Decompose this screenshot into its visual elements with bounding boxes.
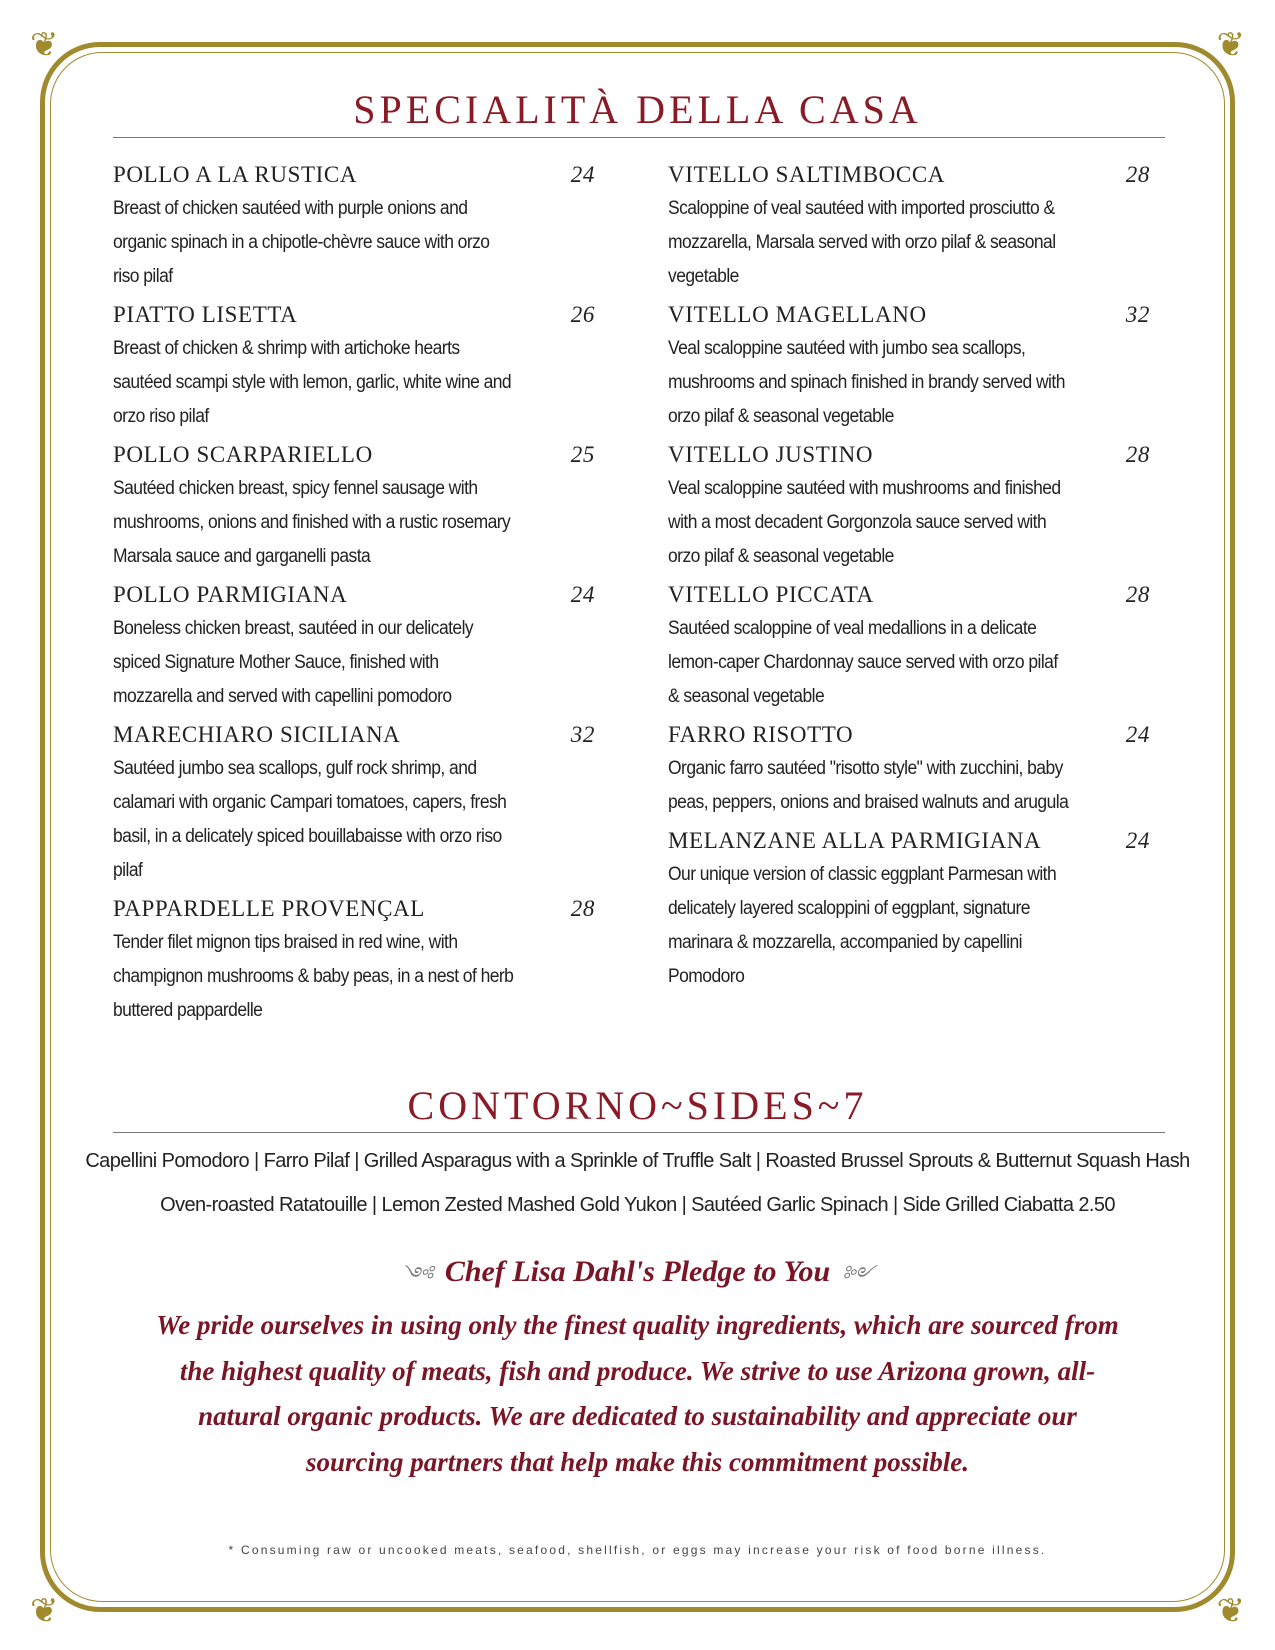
item-price: 25 (570, 442, 595, 467)
floral-ornament-icon: ❦ (1216, 26, 1245, 64)
item-name: VITELLO PICCATA (668, 582, 874, 607)
divider (113, 1132, 1165, 1133)
section-title-specialita: SPECIALITÀ DELLA CASA (353, 87, 922, 132)
food-safety-footnote: * Consuming raw or uncooked meats, seafood, shellfish, or eggs may increase your risk of food borne illness. (228, 1543, 1047, 1557)
item-name: VITELLO SALTIMBOCCA (668, 162, 945, 187)
item-description: Veal scaloppine sautéed with mushrooms and finished with a most decadent Gorgonzola sauce served with orzo pilaf & seasonal vegetable (668, 478, 1061, 567)
menu-column-left (113, 158, 595, 1032)
floral-ornament-icon: ❦ (30, 1592, 59, 1630)
item-price: 32 (570, 722, 595, 747)
item-price: 24 (570, 162, 595, 187)
pledge-text: We pride ourselves in using only the finest quality ingredients, which are sourced from the highest quality of meats, fish and produce. We strive to use Arizona grown, all-natural organic products. We are dedicated to sustainability and appreciate our sourcing partners that help make this commitment possible. (156, 1310, 1119, 1477)
item-price: 24 (1125, 722, 1150, 747)
item-name: MELANZANE ALLA PARMIGIANA (668, 828, 1042, 853)
flourish-icon: ༺ (400, 1264, 433, 1286)
floral-ornament-icon: ❦ (1216, 1592, 1245, 1630)
menu-item (113, 438, 595, 574)
menu-item (113, 298, 595, 434)
item-description: Sautéed chicken breast, spicy fennel sausage with mushrooms, onions and finished with a rustic rosemary Marsala sauce and garganelli pasta (113, 478, 511, 567)
item-price: 24 (1125, 828, 1150, 853)
pledge-title-text: Chef Lisa Dahl's Pledge to You (444, 1255, 831, 1288)
sides-list-line-2: Oven-roasted Ratatouille | Lemon Zested Mashed Gold Yukon | Sautéed Garlic Spinach | Side Grilled Ciabatta 2.50 (160, 1194, 1115, 1216)
menu-item (668, 824, 1150, 994)
item-name: POLLO SCARPARIELLO (113, 442, 373, 467)
menu-item (668, 578, 1150, 714)
item-name: VITELLO MAGELLANO (668, 302, 927, 327)
item-price: 28 (1125, 162, 1150, 187)
item-name: PAPPARDELLE PROVENÇAL (113, 896, 425, 921)
item-price: 32 (1125, 302, 1150, 327)
menu-item (668, 438, 1150, 574)
item-price: 26 (570, 302, 595, 327)
item-price: 28 (1125, 442, 1150, 467)
flourish-icon: ༻ (842, 1264, 875, 1286)
item-description: Veal scaloppine sautéed with jumbo sea scallops, mushrooms and spinach finished in brandy served with orzo pilaf & seasonal vegetable (668, 338, 1065, 427)
item-price: 28 (1125, 582, 1150, 607)
menu-item (668, 158, 1150, 294)
item-name: POLLO PARMIGIANA (113, 582, 348, 607)
item-description: Breast of chicken sautéed with purple onions and organic spinach in a chipotle-chèvre sauce with orzo riso pilaf (113, 198, 490, 287)
item-price: 24 (570, 582, 595, 607)
divider (113, 137, 1165, 138)
floral-ornament-icon: ❦ (30, 26, 59, 64)
menu-item (113, 718, 595, 888)
item-description: Boneless chicken breast, sautéed in our delicately spiced Signature Mother Sauce, finished with mozzarella and served with capellini pomodoro (113, 618, 474, 707)
item-description: Breast of chicken & shrimp with artichoke hearts sautéed scampi style with lemon, garlic, white wine and orzo riso pilaf (113, 338, 512, 427)
item-description: Tender filet mignon tips braised in red wine, with champignon mushrooms & baby peas, in a nest of herb buttered pappardelle (113, 932, 514, 1021)
item-name: PIATTO LISETTA (113, 302, 298, 327)
pledge-heading (0, 1252, 1275, 1308)
item-name: MARECHIARO SICILIANA (113, 722, 401, 747)
menu-item (113, 578, 595, 714)
item-name: POLLO A LA RUSTICA (113, 162, 358, 187)
menu-item (113, 892, 595, 1028)
item-description: Sautéed scaloppine of veal medallions in a delicate lemon-caper Chardonnay sauce served with orzo pilaf & seasonal vegetable (668, 618, 1058, 707)
menu-item (668, 718, 1150, 820)
item-description: Sautéed jumbo sea scallops, gulf rock shrimp, and calamari with organic Campari tomatoes, capers, fresh basil, in a delicately spiced bouillabaisse with orzo riso pilaf (113, 758, 507, 881)
item-description: Organic farro sautéed "risotto style" with zucchini, baby peas, peppers, onions and braised walnuts and arugula (668, 758, 1069, 813)
item-name: VITELLO JUSTINO (668, 442, 874, 467)
item-description: Our unique version of classic eggplant Parmesan with delicately layered scaloppini of eggplant, signature marinara & mozzarella, accompanied by capellini Pomodoro (668, 864, 1057, 987)
item-name: FARRO RISOTTO (668, 722, 854, 747)
menu-item (668, 298, 1150, 434)
section-title-sides: CONTORNO~SIDES~7 (407, 1083, 868, 1128)
sides-list-line-1: Capellini Pomodoro | Farro Pilaf | Grilled Asparagus with a Sprinkle of Truffle Salt | Roasted Brussel Sprouts & Butternut Squash Hash (85, 1150, 1190, 1172)
item-price: 28 (570, 896, 595, 921)
menu-item (113, 158, 595, 294)
item-description: Scaloppine of veal sautéed with imported prosciutto & mozzarella, Marsala served with orzo pilaf & seasonal vegetable (668, 198, 1056, 287)
menu-column-right (668, 158, 1150, 998)
